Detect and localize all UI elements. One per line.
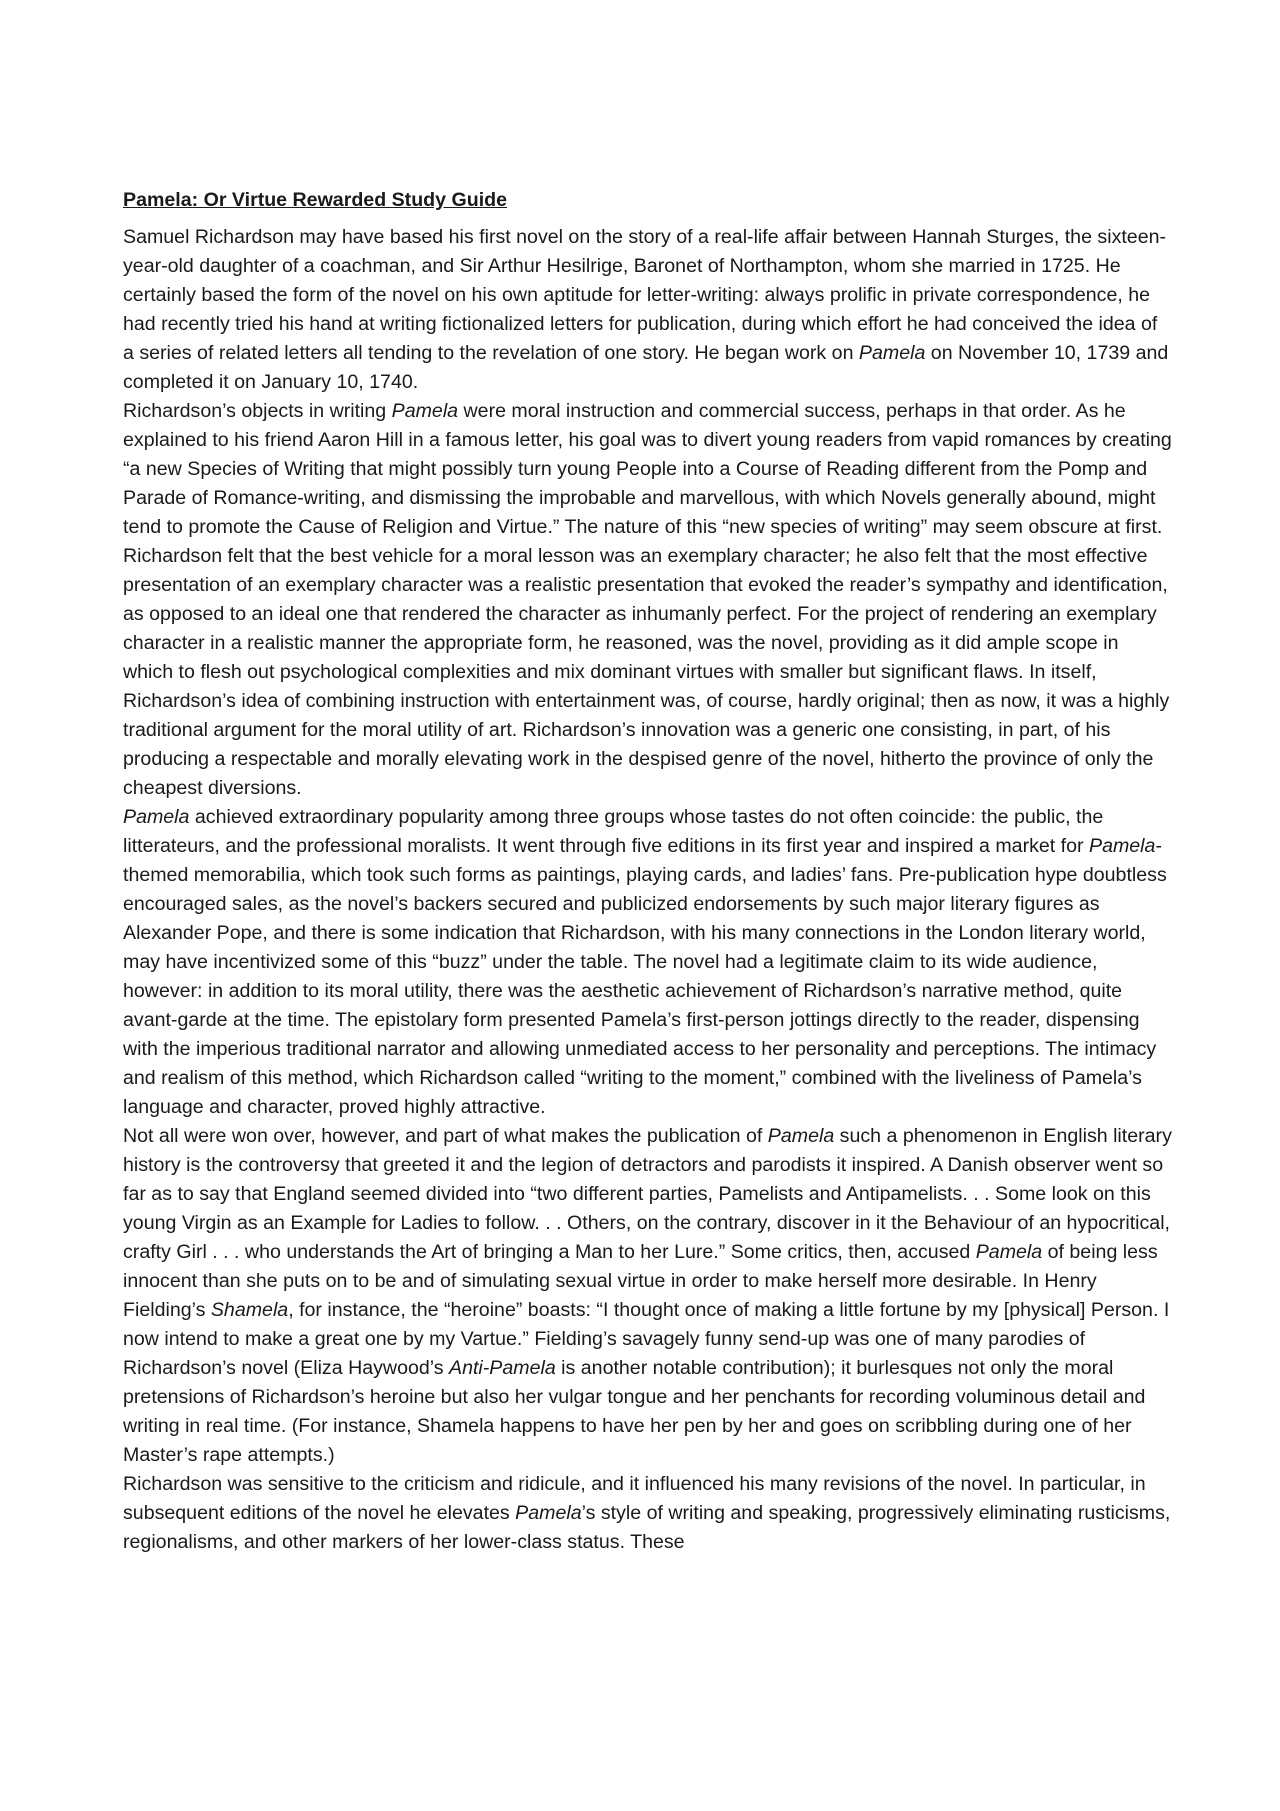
italic-text: Pamela [1089,835,1156,857]
italic-text: Pamela [767,1125,835,1147]
paragraph-text: ’s style of writing and speaking, progressively eliminating rusticisms, regionalisms, and other markers of her lower-class status. These [123,1502,1171,1553]
body-paragraph [123,803,1173,1122]
body-paragraph [123,1122,1173,1470]
paragraph-text: Samuel Richardson may have based his first novel on the story of a real-life affair between Hannah Sturges, the sixteen-year-old daughter of a coachman, and Sir Arthur Hesilrige, Baronet of Northampton, whom she married in 1725. He certainly based the form of the novel on his own aptitude for letter-writing: always prolific in private correspondence, he had recently tried his hand at writing fictionalized letters for publication, during which effort he had conceived the idea of a series of related letters all tending to the revelation of one story. He began work on [123,226,1167,364]
body-paragraph [123,1470,1173,1557]
paragraph-text: on November 10, 1739 and completed it on January 10, 1740. [123,342,1169,393]
paragraph-text: of being less innocent than she puts on to be and of simulating sexual virtue in order to make herself more desirable. In Henry Fielding’s [123,1241,1158,1321]
italic-text: Anti-Pamela [449,1357,556,1379]
italic-text: Pamela [975,1241,1043,1263]
italic-text: Pamela [858,342,926,364]
document-body [123,223,1173,1557]
paragraph-text: Not all were won over, however, and part of what makes the publication of [123,1125,768,1147]
italic-text: Shamela [210,1299,289,1321]
paragraph-text: such a phenomenon in English literary history is the controversy that greeted it and the legion of detractors and parodists it inspired. A Danish observer went so far as to say that England seemed divided into “two different parties, Pamelists and Antipamelists. . . Some look on this young Virgin as an Example for Ladies to follow. . . Others, on the contrary, discover in it the Behaviour of an hypocritical, crafty Girl . . . who understands the Art of bringing a Man to her Lure.” Some critics, then, accused [123,1125,1172,1263]
paragraph-text: Richardson was sensitive to the criticism and ridicule, and it influenced his many revisions of the novel. In particular, in subsequent editions of the novel he elevates [123,1473,1146,1524]
paragraph-text: were moral instruction and commercial success, perhaps in that order. As he explained to his friend Aaron Hill in a famous letter, his goal was to divert young readers from vapid romances by creating “a new Species of Writing that might possibly turn young People into a Course of Reading different from the Pomp and Parade of Romance-writing, and dismissing the improbable and marvellous, with which Novels generally abound, might tend to promote the Cause of Religion and Virtue.” The nature of this “new species of writing” may seem obscure at first. Richardson felt that the best vehicle for a moral lesson was an exemplary character; he also felt that the most effective presentation of an exemplary character was a realistic presentation that evoked the reader’s sympathy and identification, as opposed to an ideal one that rendered the character as inhumanly perfect. For the project of rendering an exemplary character in a realistic manner the appropriate form, he reasoned, was the novel, providing as it did ample scope in which to flesh out psychological complexities and mix dominant virtues with smaller but significant flaws. In itself, Richardson’s idea of combining instruction with entertainment was, of course, hardly original; then as now, it was a highly traditional argument for the moral utility of art. Richardson’s innovation was a generic one consisting, in part, of his producing a respectable and morally elevating work in the despised genre of the novel, hitherto the province of only the cheapest diversions. [123,400,1172,799]
document-title: Pamela: Or Virtue Rewarded Study Guide [123,189,508,211]
body-paragraph [123,223,1173,397]
italic-text: Pamela [391,400,459,422]
body-paragraph [123,397,1173,803]
document-page [123,186,1173,1557]
italic-text: Pamela [515,1502,582,1524]
paragraph-text: -themed memorabilia, which took such forms as paintings, playing cards, and ladies’ fans. Pre-publication hype doubtless encouraged sales, as the novel’s backers secured and publicized endorsements by such major literary figures as Alexander Pope, and there is some indication that Richardson, with his many connections in the London literary world, may have incentivized some of this “buzz” under the table. The novel had a legitimate claim to its wide audience, however: in addition to its moral utility, there was the aesthetic achievement of Richardson’s narrative method, quite avant-garde at the time. The epistolary form presented Pamela’s first-person jottings directly to the reader, dispensing with the imperious traditional narrator and allowing unmediated access to her personality and perceptions. The intimacy and realism of this method, which Richardson called “writing to the moment,” combined with the liveliness of Pamela’s language and character, proved highly attractive. [123,835,1167,1118]
paragraph-text: achieved extraordinary popularity among three groups whose tastes do not often coincide: the public, the litterateurs, and the professional moralists. It went through five editions in its first year and inspired a market for [123,806,1104,857]
paragraph-text: , for instance, the “heroine” boasts: “I thought once of making a little fortune by my [physical] Person. I now intend to make a great one by my Vartue.” Fielding’s savagely funny send-up was one of many parodies of Richardson’s novel (Eliza Haywood’s [123,1299,1170,1379]
paragraph-text: is another notable contribution); it burlesques not only the moral pretensions of Richardson’s heroine but also her vulgar tongue and her penchants for recording voluminous detail and writing in real time. (For instance, Shamela happens to have her pen by her and goes on scribbling during one of her Master’s rape attempts.) [123,1357,1146,1466]
paragraph-text: Richardson’s objects in writing [123,400,392,422]
italic-text: Pamela [123,806,190,828]
